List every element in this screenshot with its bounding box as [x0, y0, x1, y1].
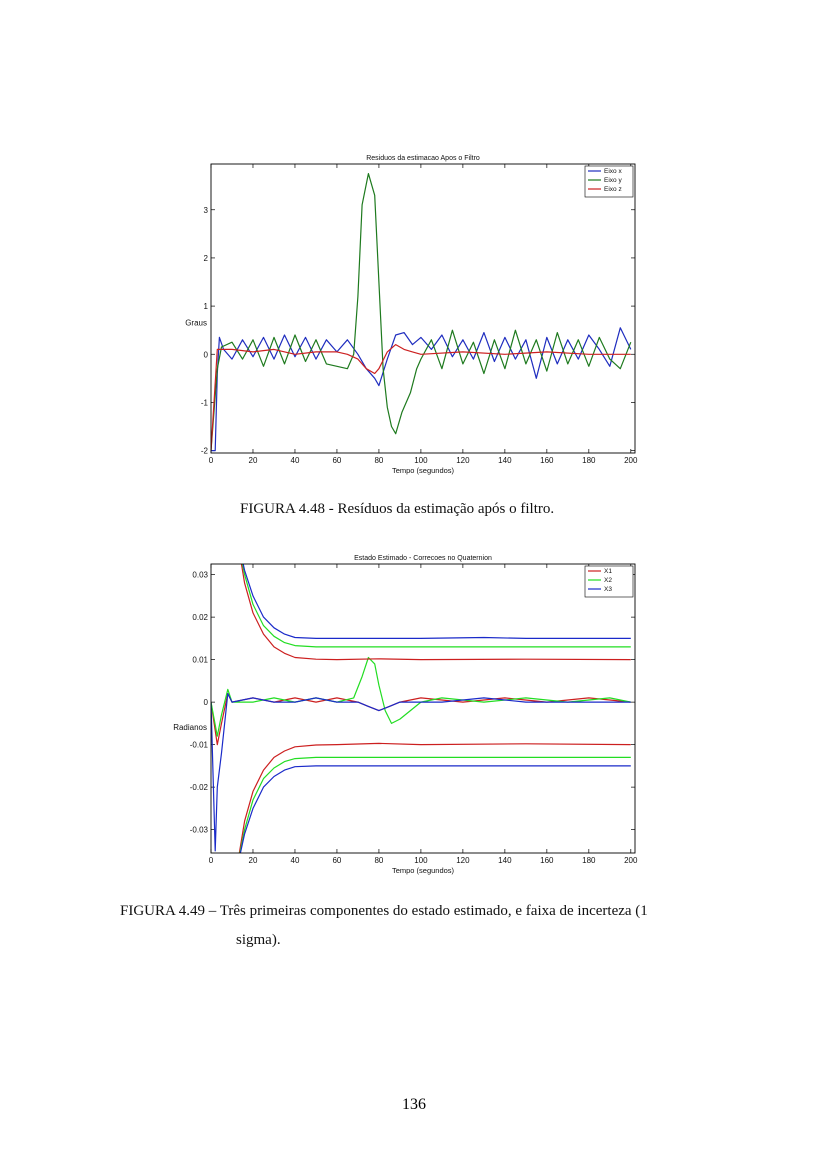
x-tick-label: 100: [414, 456, 428, 465]
plot-frame: [211, 564, 635, 853]
plot-area: [208, 532, 631, 872]
series-line-3: [211, 694, 631, 851]
y-tick-label: -2: [200, 446, 208, 456]
x-tick-label: 0: [208, 456, 214, 465]
y-tick-label: -0.02: [189, 783, 208, 793]
residuals-chart: [185, 155, 638, 475]
x-tick-label: 80: [374, 456, 384, 465]
x-tick-label: 180: [582, 856, 596, 865]
y-tick-label: 0: [203, 350, 208, 360]
plot-frame: [211, 164, 635, 453]
x-tick-label: 40: [290, 456, 300, 465]
page-number: 136: [402, 1096, 426, 1113]
quaternion-state-chart: [173, 532, 638, 875]
y-tick-label: 2: [203, 253, 208, 263]
x-axis-label: Tempo (segundos): [391, 466, 455, 475]
legend-label: Eixo y: [604, 177, 622, 184]
y-tick-label: 0: [203, 698, 208, 708]
series-line-2: [211, 174, 631, 451]
figure-4-49-caption-line1: FIGURA 4.49 – Três primeiras componentes do estado estimado, e faixa de incerteza (1: [120, 903, 648, 919]
legend-label: Eixo z: [604, 186, 622, 193]
y-tick-label: -0.01: [189, 740, 208, 750]
figure-4-49-caption-line2: sigma).: [236, 932, 281, 948]
chart-title: Residuos da estimacao Apos o Filtro: [366, 155, 480, 162]
series-line-1: [211, 328, 631, 451]
legend-label: X1: [604, 568, 612, 575]
x-tick-label: 100: [414, 856, 428, 865]
y-tick-label: 0.02: [192, 613, 208, 623]
x-tick-label: 140: [498, 456, 512, 465]
legend-label: X2: [604, 577, 612, 584]
y-tick-label: 3: [203, 205, 208, 215]
y-tick-label: 1: [203, 302, 208, 312]
x-tick-label: 160: [540, 856, 554, 865]
x-tick-label: 80: [374, 856, 384, 865]
x-tick-label: 120: [456, 856, 470, 865]
x-tick-label: 20: [248, 856, 258, 865]
x-tick-label: 120: [456, 456, 470, 465]
series-line-1: [211, 694, 631, 745]
chart-title: Estado Estimado - Correcoes no Quaternion: [354, 555, 492, 562]
x-tick-label: 160: [540, 456, 554, 465]
series-line-2: [211, 658, 631, 737]
x-tick-label: 200: [624, 456, 638, 465]
figure-4-48-caption: FIGURA 4.48 - Resíduos da estimação após o filtro.: [240, 501, 555, 517]
uncertainty-band-upper: [236, 532, 631, 647]
uncertainty-band-lower: [236, 757, 631, 872]
legend-label: Eixo x: [604, 168, 622, 175]
x-tick-label: 60: [332, 456, 342, 465]
uncertainty-band-upper: [236, 532, 631, 638]
y-tick-label: -1: [200, 398, 208, 408]
y-axis-label: Graus: [185, 318, 207, 328]
x-tick-label: 140: [498, 856, 512, 865]
x-tick-label: 40: [290, 856, 300, 865]
x-tick-label: 200: [624, 856, 638, 865]
x-tick-label: 180: [582, 456, 596, 465]
x-tick-label: 60: [332, 856, 342, 865]
x-tick-label: 20: [248, 456, 258, 465]
x-tick-label: 0: [208, 856, 214, 865]
plot-area: [211, 174, 631, 451]
y-tick-label: 0.03: [192, 570, 208, 580]
uncertainty-band-upper: [236, 532, 631, 660]
x-axis-label: Tempo (segundos): [391, 866, 455, 875]
legend-label: X3: [604, 586, 612, 593]
y-tick-label: -0.03: [189, 825, 208, 835]
y-axis-label: Radianos: [173, 722, 207, 732]
y-tick-label: 0.01: [192, 655, 208, 665]
